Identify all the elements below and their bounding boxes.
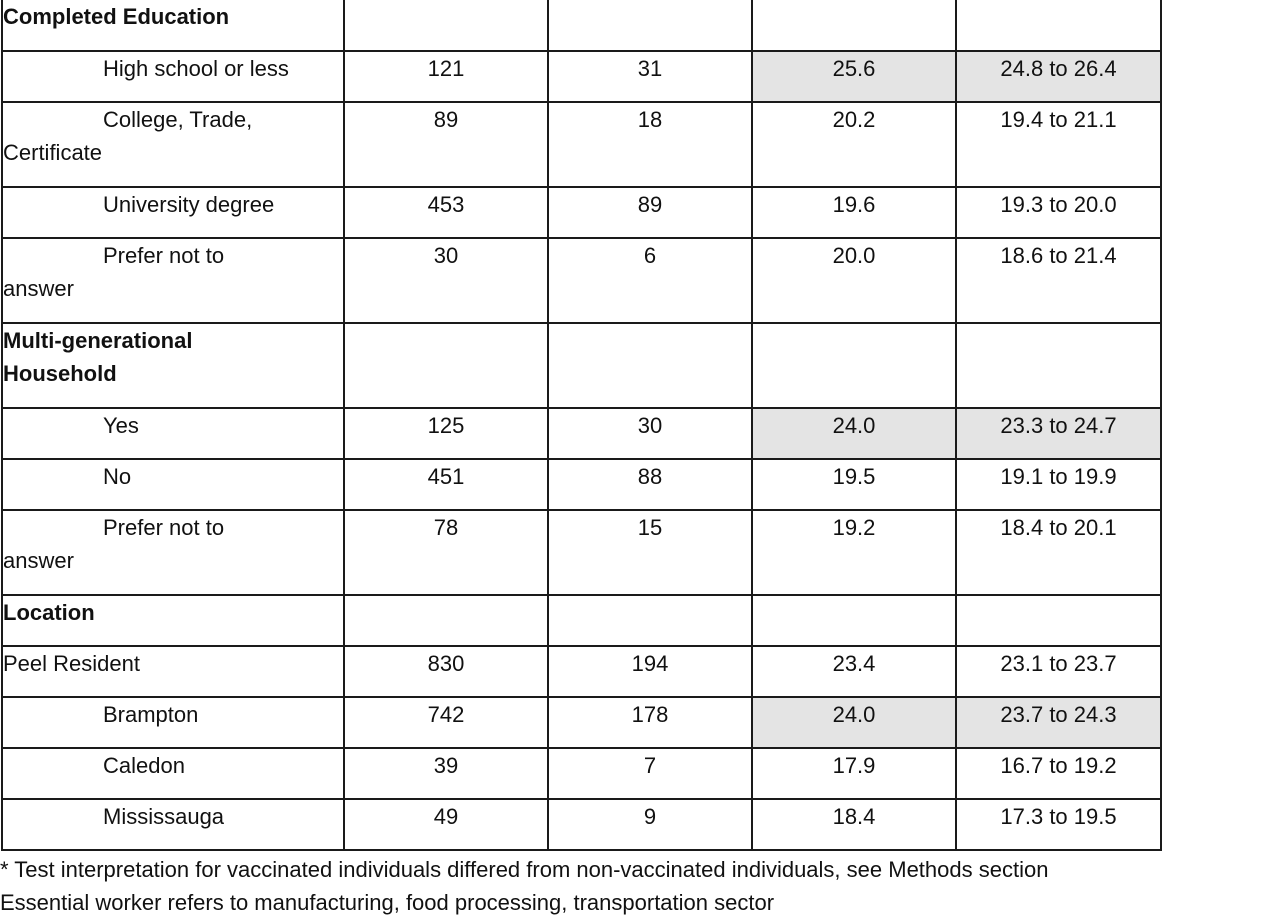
table-cell: 125 xyxy=(344,408,548,459)
row-label: University degree xyxy=(103,192,275,217)
table-cell: 20.2 xyxy=(752,102,956,187)
row-label: Location xyxy=(3,600,95,625)
table-cell: 30 xyxy=(548,408,752,459)
table-cell: 19.4 to 21.1 xyxy=(956,102,1161,187)
row-label-continued: Household xyxy=(3,361,117,386)
table-cell: 19.1 to 19.9 xyxy=(956,459,1161,510)
row-label-continued: Certificate xyxy=(3,140,103,165)
footnote-test-interpretation: * Test interpretation for vaccinated individuals differed from non-vaccinated individuals, see Methods section xyxy=(0,857,1049,882)
table-cell: 88 xyxy=(548,459,752,510)
table-cell: 31 xyxy=(548,51,752,102)
table-cell: 18.4 to 20.1 xyxy=(956,510,1161,595)
row-label-cell xyxy=(2,697,344,748)
table-cell: 17.3 to 19.5 xyxy=(956,799,1161,850)
row-label: No xyxy=(103,464,132,489)
table-cell: 830 xyxy=(344,646,548,697)
table-cell: 18.4 xyxy=(752,799,956,850)
row-label-cell xyxy=(2,408,344,459)
table-cell: 23.7 to 24.3 xyxy=(956,697,1161,748)
table-cell: 178 xyxy=(548,697,752,748)
section-heading-row xyxy=(2,0,1161,51)
table-cell: 23.4 xyxy=(752,646,956,697)
table-row xyxy=(2,102,1161,187)
footnote-essential-worker: Essential worker refers to manufacturing, food processing, transportation sector xyxy=(0,890,775,915)
table-cell: 23.1 to 23.7 xyxy=(956,646,1161,697)
row-label: Yes xyxy=(103,413,139,438)
table-row xyxy=(2,799,1161,850)
table-row xyxy=(2,646,1161,697)
row-label: High school or less xyxy=(103,56,289,81)
table-cell: 19.6 xyxy=(752,187,956,238)
table-cell xyxy=(752,0,956,51)
table-cell: 24.0 xyxy=(752,697,956,748)
table-cell: 20.0 xyxy=(752,238,956,323)
table-cell: 18.6 to 21.4 xyxy=(956,238,1161,323)
table-cell: 49 xyxy=(344,799,548,850)
table-cell xyxy=(956,595,1161,646)
row-label-cell xyxy=(2,646,344,697)
table-cell: 6 xyxy=(548,238,752,323)
table-cell xyxy=(548,595,752,646)
section-heading-cell xyxy=(2,0,344,51)
row-label: Brampton xyxy=(103,702,199,727)
table-cell: 7 xyxy=(548,748,752,799)
row-label: Prefer not to xyxy=(103,515,225,540)
row-label-cell xyxy=(2,51,344,102)
section-heading-cell xyxy=(2,595,344,646)
table-cell xyxy=(752,595,956,646)
table-cell: 39 xyxy=(344,748,548,799)
table-cell: 453 xyxy=(344,187,548,238)
section-heading-cell xyxy=(2,323,344,408)
table-cell: 89 xyxy=(548,187,752,238)
table-cell: 24.8 to 26.4 xyxy=(956,51,1161,102)
table-row xyxy=(2,51,1161,102)
row-label-cell xyxy=(2,187,344,238)
table-cell: 16.7 to 19.2 xyxy=(956,748,1161,799)
table-cell: 24.0 xyxy=(752,408,956,459)
table-cell: 9 xyxy=(548,799,752,850)
table-cell: 121 xyxy=(344,51,548,102)
table-cell: 25.6 xyxy=(752,51,956,102)
row-label: Caledon xyxy=(103,753,185,778)
row-label: Completed Education xyxy=(3,4,230,29)
table-cell xyxy=(344,595,548,646)
table-cell: 78 xyxy=(344,510,548,595)
table-cell: 23.3 to 24.7 xyxy=(956,408,1161,459)
table-cell: 19.3 to 20.0 xyxy=(956,187,1161,238)
row-label: Prefer not to xyxy=(103,243,225,268)
table-cell: 18 xyxy=(548,102,752,187)
table-cell: 17.9 xyxy=(752,748,956,799)
row-label: Mississauga xyxy=(103,804,225,829)
table-row xyxy=(2,459,1161,510)
row-label-continued: answer xyxy=(3,548,74,573)
row-label-cell xyxy=(2,459,344,510)
table-cell: 15 xyxy=(548,510,752,595)
table-row xyxy=(2,697,1161,748)
table-cell: 194 xyxy=(548,646,752,697)
table-row xyxy=(2,238,1161,323)
row-label-continued: answer xyxy=(3,276,74,301)
table-cell: 30 xyxy=(344,238,548,323)
footnotes xyxy=(0,853,1280,919)
table-row xyxy=(2,748,1161,799)
table-cell xyxy=(956,323,1161,408)
table-cell: 451 xyxy=(344,459,548,510)
row-label: Multi-generational xyxy=(3,328,193,353)
row-label: College, Trade, xyxy=(103,107,253,132)
row-label-cell xyxy=(2,238,344,323)
table-cell xyxy=(548,323,752,408)
table-cell xyxy=(344,323,548,408)
table-cell: 742 xyxy=(344,697,548,748)
row-label-cell xyxy=(2,510,344,595)
table-cell xyxy=(344,0,548,51)
table-cell: 89 xyxy=(344,102,548,187)
row-label-cell xyxy=(2,102,344,187)
row-label-cell xyxy=(2,799,344,850)
table-cell: 19.2 xyxy=(752,510,956,595)
table-row xyxy=(2,187,1161,238)
section-heading-row xyxy=(2,323,1161,408)
section-heading-row xyxy=(2,595,1161,646)
results-table xyxy=(1,0,1162,851)
table-cell xyxy=(956,0,1161,51)
table-cell xyxy=(752,323,956,408)
table-row xyxy=(2,408,1161,459)
table-body xyxy=(2,0,1161,850)
row-label-cell xyxy=(2,748,344,799)
table-cell xyxy=(548,0,752,51)
table-row xyxy=(2,510,1161,595)
table-cell: 19.5 xyxy=(752,459,956,510)
row-label: Peel Resident xyxy=(3,651,140,676)
